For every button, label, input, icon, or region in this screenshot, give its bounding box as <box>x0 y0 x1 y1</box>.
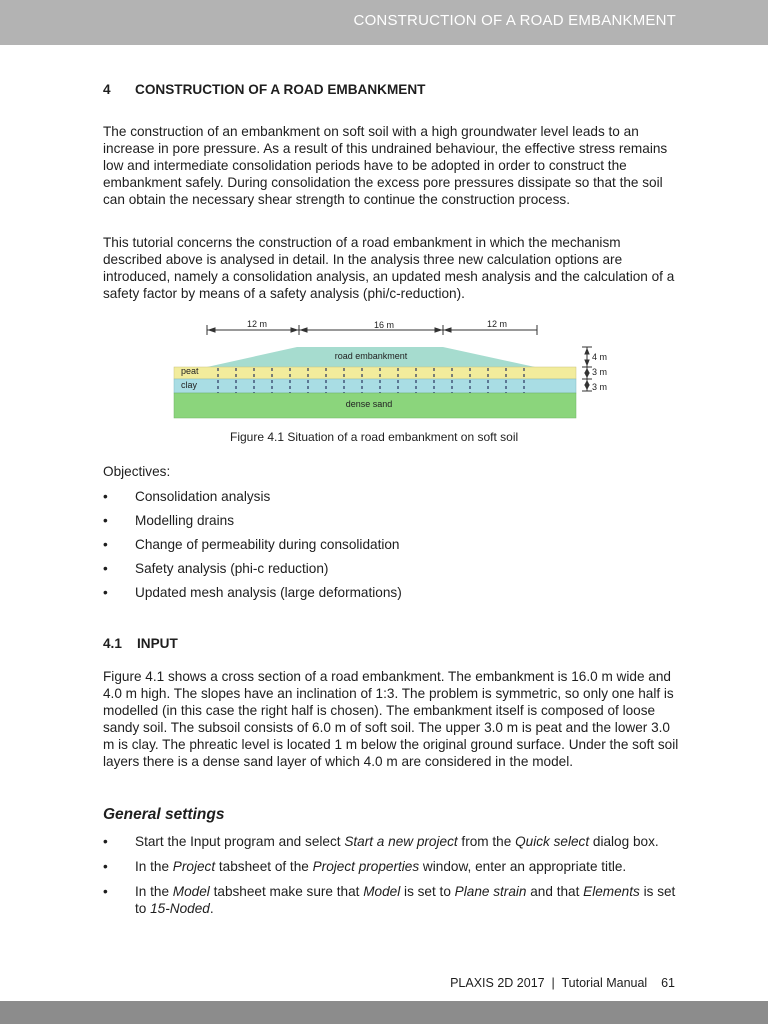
list-item: • In the Project tabsheet of the Project properties window, enter an appropriate title. <box>103 859 627 874</box>
figure-embankment <box>171 313 611 443</box>
section-title: CONSTRUCTION OF A ROAD EMBANKMENT <box>135 82 426 97</box>
list-item: • Updated mesh analysis (large deformations) <box>103 585 402 600</box>
clay-layer <box>174 379 576 393</box>
objectives-list <box>103 488 681 601</box>
list-item: • Change of permeability during consolidation <box>103 537 400 552</box>
section-number: 4 <box>103 82 111 97</box>
list-item: • Consolidation analysis <box>103 489 271 504</box>
subsection-number: 4.1 <box>103 636 122 651</box>
dim-left-label: 12 m <box>246 319 268 329</box>
intro-paragraph-2: This tutorial concerns the construction of a road embankment in which the mechanism described above is analysed in detail. In the analysis three new calculation options are introduced, namely a consolidation analysis, an updated mesh analysis and the calculation of a safety factor by means of a safety analysis (phi/c-reduction). <box>103 235 675 301</box>
input-paragraph: Figure 4.1 shows a cross section of a road embankment. The embankment is 16.0 m wide and 4.0 m high. The slopes have an inclination of 1:3. The problem is symmetric, so only one half is modelled (in this case the right half is chosen). The embankment itself is composed of loose sandy soil. The subsoil consists of 6.0 m of soft soil. The upper 3.0 m is peat and the lower 3.0 m is clay. The phreatic level is located 1 m below the original ground surface. Under the soft soil layers there is a dense sand layer of which 4.0 m are considered in the model. <box>103 669 679 769</box>
label-road-embankment: road embankment <box>334 351 408 361</box>
section-heading <box>103 81 426 98</box>
dim-3m-bottom-label: 3 m <box>592 382 608 392</box>
subsection-heading <box>103 635 178 652</box>
objectives-label: Objectives: <box>103 464 171 479</box>
label-peat: peat <box>181 366 199 376</box>
list-item: • Modelling drains <box>103 513 234 528</box>
figure-caption: Figure 4.1 Situation of a road embankment on soft soil <box>230 430 519 444</box>
footer-page-info: PLAXIS 2D 2017 | Tutorial Manual 61 <box>450 976 675 990</box>
dim-4m-label: 4 m <box>592 352 608 362</box>
list-item: • Safety analysis (phi-c reduction) <box>103 561 329 576</box>
general-settings-heading: General settings <box>103 806 225 823</box>
dim-right-label: 12 m <box>486 319 508 329</box>
footer-bar <box>0 1001 768 1024</box>
dim-center-label: 16 m <box>373 320 395 330</box>
peat-layer <box>174 367 576 379</box>
intro-paragraph-1: The construction of an embankment on soft soil with a high groundwater level leads to an increase in pore pressure. As a result of this undrained behaviour, the effective stress remains low and intermediate consolidation periods have to be adopted in order to construct the embankment safely. During consolidation the excess pore pressures dissipate so that the soil can obtain the necessary shear strength to continue the construction process. <box>103 124 668 207</box>
list-item: • In the Model tabsheet make sure that Model is set to Plane strain and that Elements is set to 15-Noded. <box>103 884 676 916</box>
label-clay: clay <box>181 380 198 390</box>
general-settings-list <box>103 833 681 917</box>
embankment-diagram <box>171 313 611 443</box>
dim-3m-top-label: 3 m <box>592 367 608 377</box>
subsection-title: INPUT <box>137 636 178 651</box>
list-item: • Start the Input program and select Start a new project from the Quick select dialog box. <box>103 834 659 849</box>
right-dimension-line <box>582 347 592 391</box>
header-bar <box>0 0 768 45</box>
label-dense-sand: dense sand <box>345 399 393 409</box>
running-header-title: CONSTRUCTION OF A ROAD EMBANKMENT <box>353 12 676 29</box>
